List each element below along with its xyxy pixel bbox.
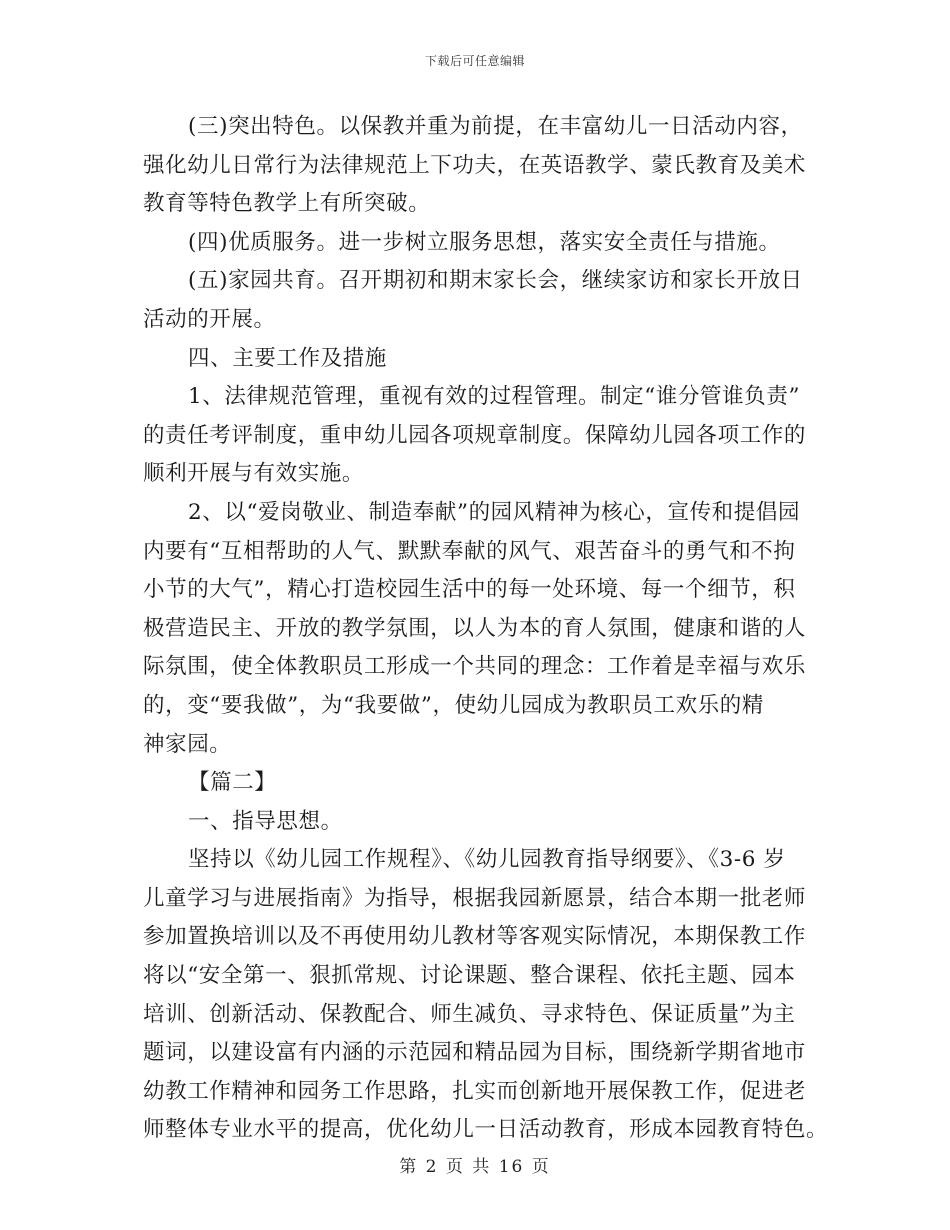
- paragraph-line: 内要有“互相帮助的人气、默默奉献的风气、艰苦奋斗的勇气和不拘: [143, 538, 796, 564]
- paragraph-line: 师整体专业水平的提高，优化幼儿一日活动教育，形成本园教育特色。: [143, 1117, 829, 1143]
- paragraph-line: 坚持以《幼儿园工作规程》、《幼儿园教育指导纲要》、《3-6 岁: [188, 847, 786, 873]
- paragraph-line: 将以“安全第一、狠抓常规、讨论课题、整合课程、依托主题、园本: [143, 963, 796, 989]
- paragraph-line: (五)家园共育。召开期初和期末家长会，继续家访和家长开放日: [188, 268, 803, 294]
- paragraph-line: 2、以“爱岗敬业、制造奉献”的园风精神为核心，宣传和提倡园: [188, 499, 801, 525]
- paragraph-line: 的，变“要我做”，为“我要做”，使幼儿园成为教职员工欢乐的精: [143, 692, 764, 718]
- page-number-footer: 第 2 页 共 16 页: [399, 1157, 551, 1177]
- paragraph-line: 题词，以建设富有内涵的示范园和精品园为目标，围绕新学期省地市: [143, 1040, 807, 1066]
- paragraph-line: 极营造民主、开放的教学氛围，以人为本的育人氛围，健康和谐的人: [143, 615, 807, 641]
- paragraph-line: 教育等特色教学上有所突破。: [143, 191, 431, 217]
- section-heading: 四、主要工作及措施: [188, 345, 387, 371]
- paragraph-line: 参加置换培训以及不再使用幼儿教材等客观实际情况，本期保教工作: [143, 924, 807, 950]
- paragraph-line: (四)优质服务。进一步树立服务思想，落实安全责任与措施。: [188, 229, 781, 255]
- paragraph-line: 培训、创新活动、保教配合、师生减负、寻求特色、保证质量”为主: [143, 1001, 796, 1027]
- paragraph-line: 的责任考评制度，重申幼儿园各项规章制度。保障幼儿园各项工作的: [143, 422, 807, 448]
- paragraph-line: 1、法律规范管理，重视有效的过程管理。制定“谁分管谁负责”: [188, 384, 801, 410]
- paragraph-line: 神家园。: [143, 731, 232, 757]
- page-header: 下载后可任意编辑: [424, 54, 525, 68]
- paragraph-line: 顺利开展与有效实施。: [143, 461, 365, 487]
- section-heading: 一、指导思想。: [188, 808, 343, 834]
- paragraph-line: 幼教工作精神和园务工作思路，扎实而创新地开展保教工作，促进老: [143, 1078, 807, 1104]
- paragraph-line: 强化幼儿日常行为法律规范上下功夫，在英语教学、蒙氏教育及美术: [143, 152, 807, 178]
- paragraph-line: (三)突出特色。以保教并重为前提，在丰富幼儿一日活动内容，: [188, 114, 803, 139]
- section-heading: 【篇二】: [188, 770, 277, 796]
- paragraph-line: 小节的大气”，精心打造校园生活中的每一处环境、每一个细节，积: [143, 577, 796, 603]
- paragraph-line: 际氛围，使全体教职员工形成一个共同的理念：工作着是幸福与欢乐: [143, 654, 807, 680]
- paragraph-line: 活动的开展。: [143, 306, 276, 332]
- paragraph-line: 儿童学习与进展指南》为指导，根据我园新愿景，结合本期一批老师: [143, 885, 807, 911]
- document-body: [143, 108, 829, 1150]
